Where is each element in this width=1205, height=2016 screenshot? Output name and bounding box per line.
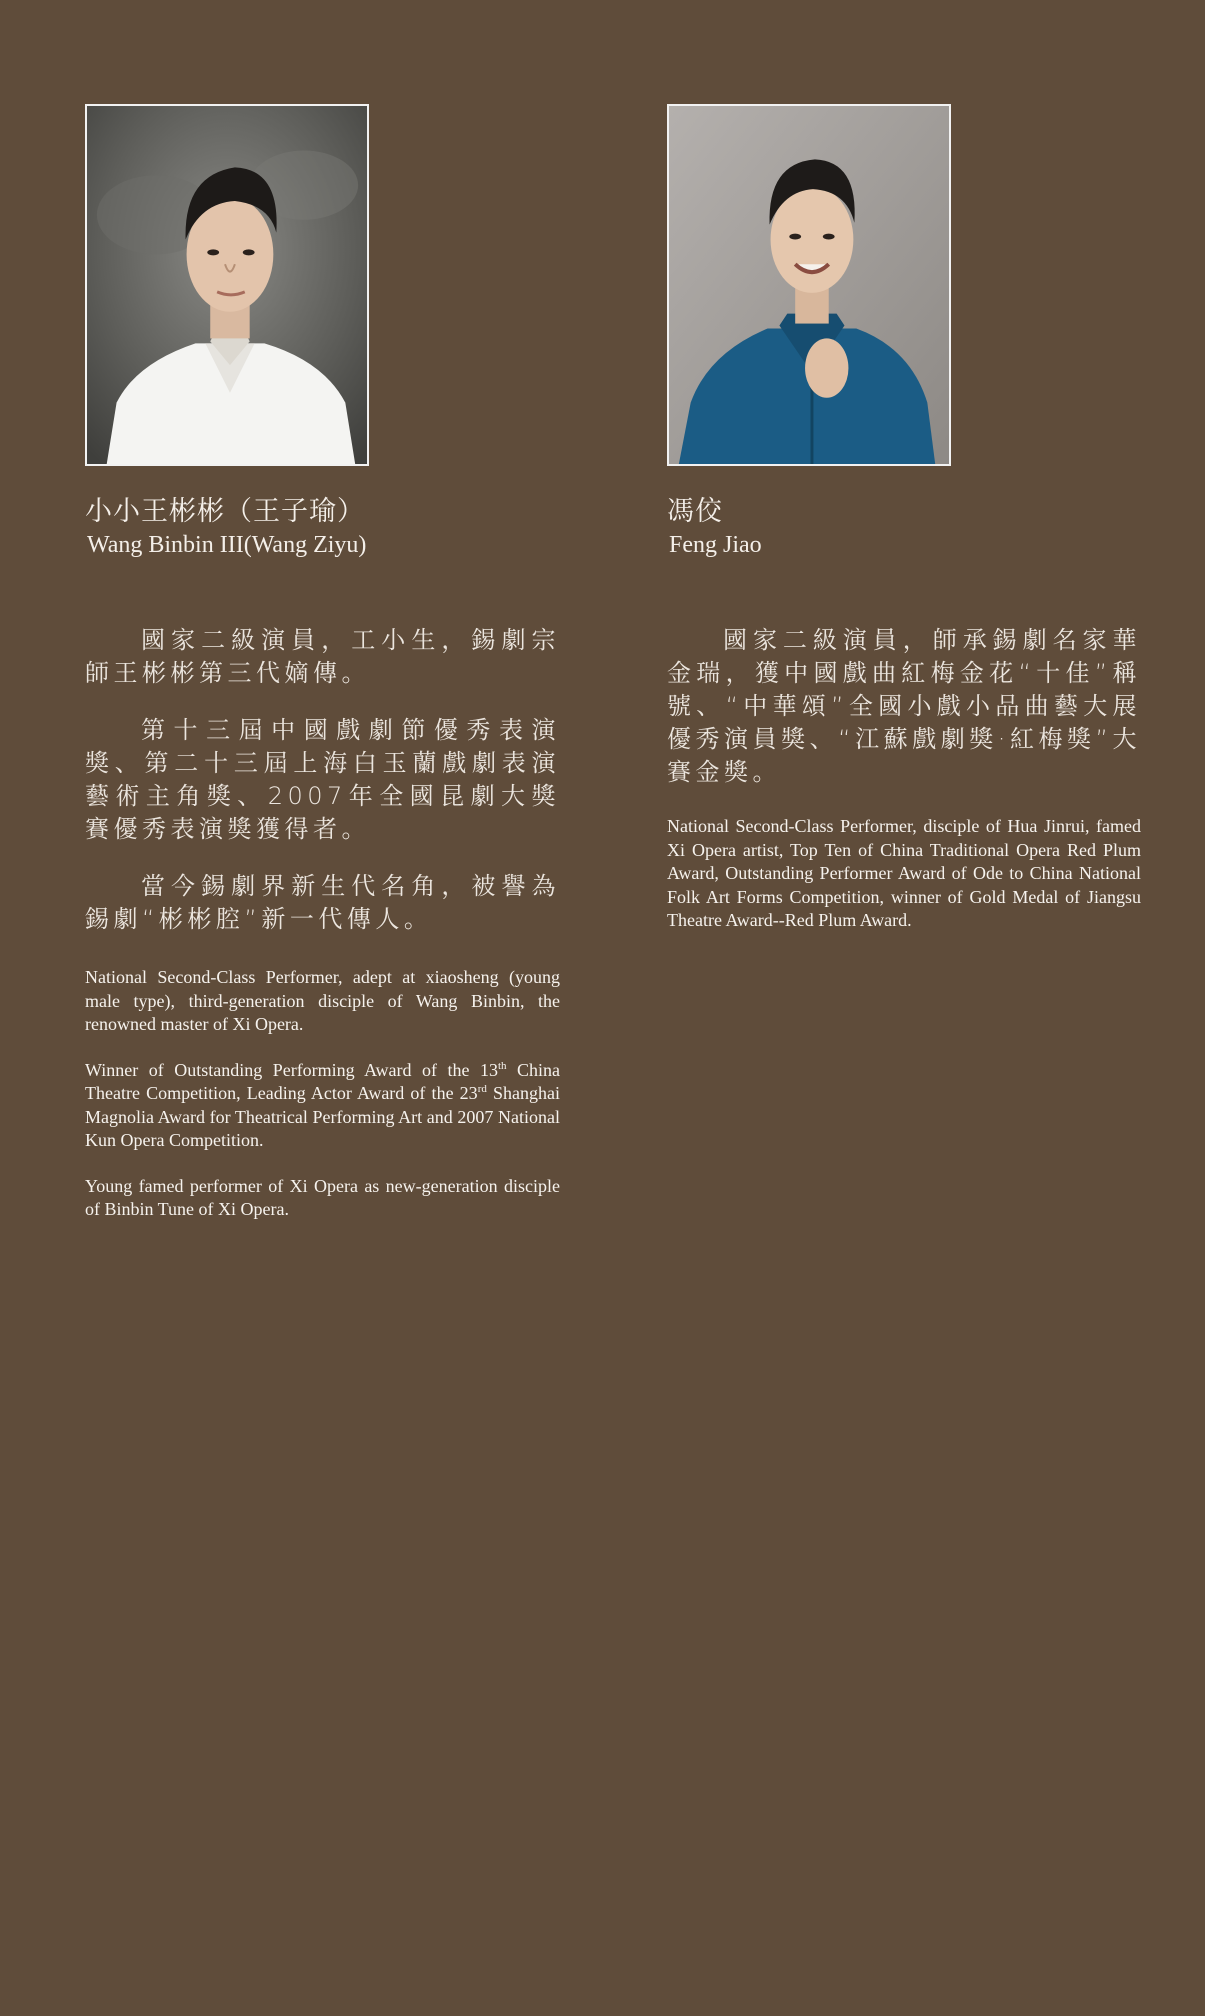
bio-en-paragraph: Winner of Outstanding Performing Award of the 13th China Theatre Competition, Leading Actor Award of the 23rd Shanghai Magnolia Award for Theatrical Performing Art and 2007 National Kun Opera Competition. <box>85 1059 560 1150</box>
performer-card-wang-binbin <box>85 104 560 1244</box>
performer-photo <box>667 104 951 466</box>
bio-en-paragraph: National Second-Class Performer, adept at xiaosheng (young male type), third-generation disciple of Wang Binbin, the renowned master of Xi Opera. <box>85 967 560 1034</box>
bio-zh-paragraph: 第十三屆中國戲劇節優秀表演獎、第二十三屆上海白玉蘭戲劇表演藝術主角獎、2007年全國昆劇大獎賽優秀表演獎獲得者。 <box>85 716 560 843</box>
performer-photo <box>85 104 369 466</box>
portrait-image <box>87 106 367 464</box>
bio-zh-paragraph: 當今錫劇界新生代名角，被譽為錫劇“彬彬腔”新一代傳人。 <box>85 872 560 933</box>
bio-zh-paragraph: 國家二級演員，工小生，錫劇宗師王彬彬第三代嫡傳。 <box>85 626 560 687</box>
bio-english <box>667 815 1141 933</box>
bio-zh-paragraph: 國家二級演員，師承錫劇名家華金瑞，獲中國戲曲紅梅金花“十佳”稱號、“中華頌”全國小戲小品曲藝大展優秀演員獎、“江蘇戲劇獎·紅梅獎”大賽金獎。 <box>667 626 1141 786</box>
performer-card-feng-jiao <box>667 104 1141 955</box>
bio-english <box>85 966 560 1222</box>
bio-chinese <box>667 624 1141 789</box>
bio-chinese <box>85 624 560 936</box>
performer-name-chinese: 小小王彬彬（王子瑜） <box>85 496 365 527</box>
performer-name-chinese: 馮佼 <box>667 496 723 527</box>
performer-name-english: Wang Binbin III(Wang Ziyu) <box>87 532 367 558</box>
portrait-image <box>669 106 949 464</box>
bio-en-paragraph: National Second-Class Performer, disciple of Hua Jinrui, famed Xi Opera artist, Top Ten of China Traditional Opera Red Plum Award, Outstanding Performer Award of Ode to China National Folk Art Forms Competition, winner of Gold Medal of Jiangsu Theatre Award--Red Plum Award. <box>667 816 1141 930</box>
performer-name-english: Feng Jiao <box>669 532 762 558</box>
bio-en-paragraph: Young famed performer of Xi Opera as new-generation disciple of Binbin Tune of Xi Opera. <box>85 1175 560 1219</box>
